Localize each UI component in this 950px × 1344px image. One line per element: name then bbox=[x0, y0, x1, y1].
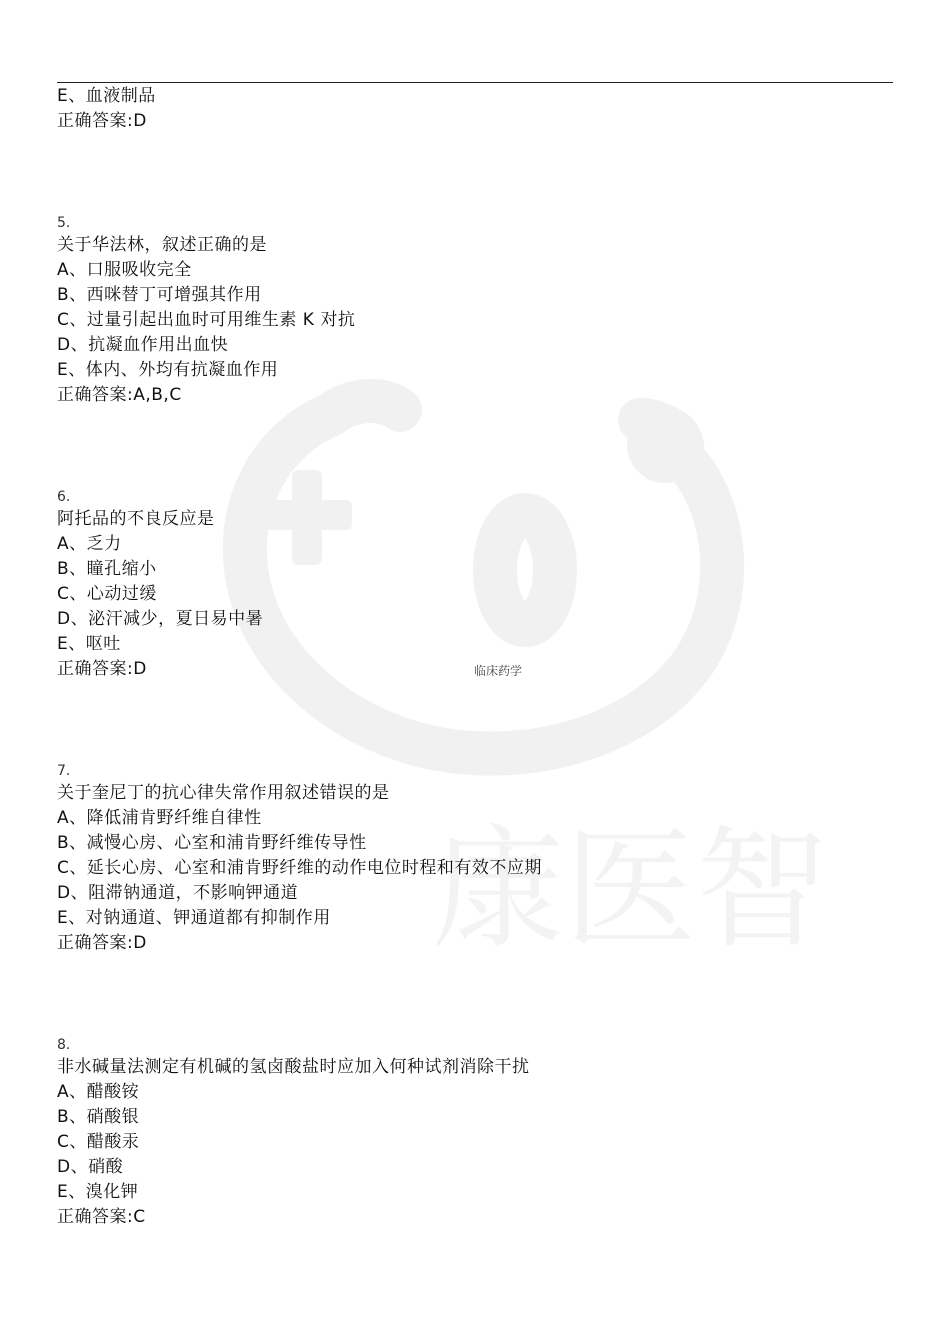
answer: 正确答案:D bbox=[57, 933, 147, 953]
header-rule bbox=[57, 82, 893, 83]
option-d: D、泌汗减少，夏日易中暑 bbox=[57, 609, 264, 629]
question-number: 8. bbox=[57, 1037, 71, 1053]
option-c: C、醋酸汞 bbox=[57, 1132, 140, 1152]
question-number: 6. bbox=[57, 489, 71, 505]
option-d: D、抗凝血作用出血快 bbox=[57, 335, 229, 355]
question-stem: 非水碱量法测定有机碱的氢卤酸盐时应加入何种试剂消除干扰 bbox=[57, 1057, 530, 1077]
option-b: B、减慢心房、心室和浦肯野纤维传导性 bbox=[57, 833, 367, 853]
watermark-text: 康医智 bbox=[432, 813, 828, 967]
option-d: D、硝酸 bbox=[57, 1157, 124, 1177]
option-a: A、口服吸收完全 bbox=[57, 260, 192, 280]
option-c: C、心动过缓 bbox=[57, 584, 157, 604]
question-stem: 关于奎尼丁的抗心律失常作用叙述错误的是 bbox=[57, 783, 390, 803]
prev-answer: 正确答案:D bbox=[57, 111, 147, 131]
option-d: D、阻滞钠通道，不影响钾通道 bbox=[57, 883, 299, 903]
question-number: 7. bbox=[57, 763, 71, 779]
question-stem: 关于华法林，叙述正确的是 bbox=[57, 235, 267, 255]
question-stem: 阿托品的不良反应是 bbox=[57, 509, 215, 529]
option-e: E、呕吐 bbox=[57, 634, 121, 654]
option-e: E、体内、外均有抗凝血作用 bbox=[57, 360, 279, 380]
answer: 正确答案:A,B,C bbox=[57, 385, 182, 405]
option-a: A、乏力 bbox=[57, 534, 122, 554]
option-e: E、对钠通道、钾通道都有抑制作用 bbox=[57, 908, 331, 928]
option-c: C、过量引起出血时可用维生素 K 对抗 bbox=[57, 310, 356, 330]
option-b: B、西咪替丁可增强其作用 bbox=[57, 285, 262, 305]
option-e: E、溴化钾 bbox=[57, 1182, 139, 1202]
answer: 正确答案:C bbox=[57, 1207, 146, 1227]
option-a: A、降低浦肯野纤维自律性 bbox=[57, 808, 262, 828]
watermark-label: 临床药学 bbox=[474, 664, 523, 678]
question-number: 5. bbox=[57, 215, 71, 231]
option-a: A、醋酸铵 bbox=[57, 1082, 140, 1102]
option-c: C、延长心房、心室和浦肯野纤维的动作电位时程和有效不应期 bbox=[57, 858, 542, 878]
option-b: B、瞳孔缩小 bbox=[57, 559, 157, 579]
prev-option-e: E、血液制品 bbox=[57, 86, 156, 106]
option-b: B、硝酸银 bbox=[57, 1107, 140, 1127]
answer: 正确答案:D bbox=[57, 659, 147, 679]
